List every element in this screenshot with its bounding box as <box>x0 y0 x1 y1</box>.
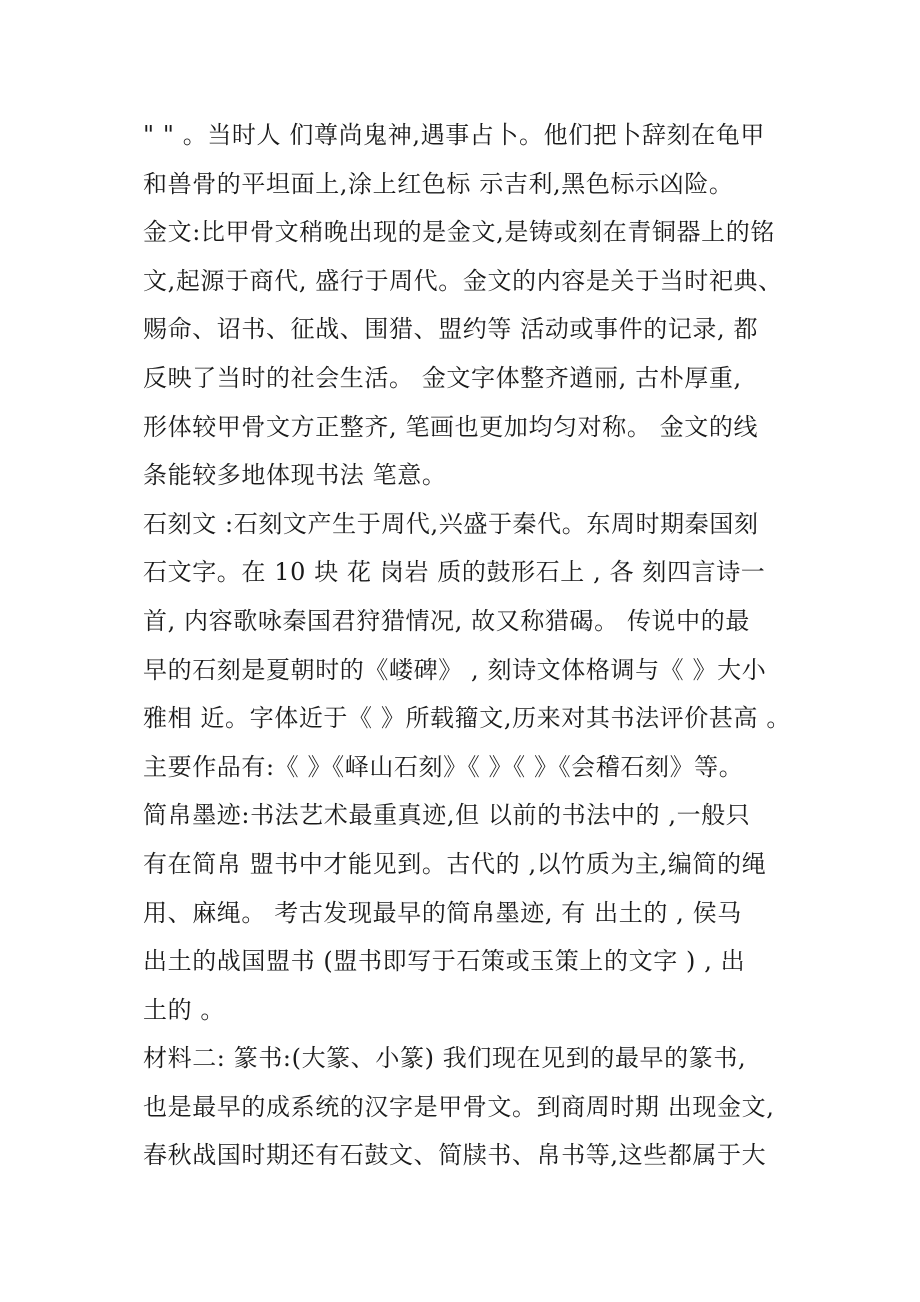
text-line: 和兽骨的平坦面上,涂上红色标 示吉利,黑色标示凶险。 <box>143 169 734 198</box>
text-line: 材料二: 篆书:(大篆、小篆) 我们现在见到的最早的篆书, <box>143 1044 747 1073</box>
text-line: 反映了当时的社会生活。 金文字体整齐遒丽, 古朴厚重, <box>143 363 742 392</box>
body-text <box>143 117 793 1186</box>
text-line: 形体较甲骨文方正整齐, 笔画也更加均匀对称。 金文的线 <box>143 412 759 441</box>
text-line: 主要作品有:《 》《峄山石刻》《 》《 》《会稽石刻》等。 <box>143 752 744 781</box>
text-line: 早的石刻是夏朝时的《嵝碑》 , 刻诗文体格调与《 》大小 <box>143 655 767 684</box>
text-line: 土的 。 <box>143 995 226 1024</box>
text-line: 条能较多地体现书法 笔意。 <box>143 461 447 490</box>
text-line: 赐命、诏书、征战、围猎、盟约等 活动或事件的记录, 都 <box>143 315 759 344</box>
text-line: 出土的战国盟书 (盟书即写于石策或玉策上的文字 ) , 出 <box>143 947 746 976</box>
text-line: 石刻文 :石刻文产生于周代,兴盛于秦代。东周时期秦国刻 <box>143 509 759 538</box>
text-line: 雅相 近。字体近于《 》所载籀文,历来对其书法评价甚高 。 <box>143 704 791 733</box>
text-line: 首, 内容歌咏秦国君狩猎情况, 故又称猎碣。 传说中的最 <box>143 606 750 635</box>
text-line: 春秋战国时期还有石鼓文、简牍书、帛书等,这些都属于大 <box>143 1141 767 1170</box>
text-line: " " 。当时人 们尊尚鬼神,遇事占卜。他们把卜辞刻在龟甲 <box>143 121 765 149</box>
text-line: 石文字。在 10 块 花 岗岩 质的鼓形石上 , 各 刻四言诗一 <box>143 558 766 587</box>
text-line: 也是最早的成系统的汉字是甲骨文。到商周时期 出现金文, <box>143 1092 775 1121</box>
text-line: 简帛墨迹:书法艺术最重真迹,但 以前的书法中的 ,一般只 <box>143 801 751 830</box>
text-line: 用、麻绳。 考古发现最早的简帛墨迹, 有 出土的 , 侯马 <box>143 898 742 927</box>
text-line: 文,起源于商代, 盛行于周代。金文的内容是关于当时祀典、 <box>143 266 783 295</box>
text-line: 有在简帛 盟书中才能见到。古代的 ,以竹质为主,编简的绳 <box>143 849 767 878</box>
text-line: 金文:比甲骨文稍晚出现的是金文,是铸或刻在青铜器上的铭 <box>143 218 775 247</box>
